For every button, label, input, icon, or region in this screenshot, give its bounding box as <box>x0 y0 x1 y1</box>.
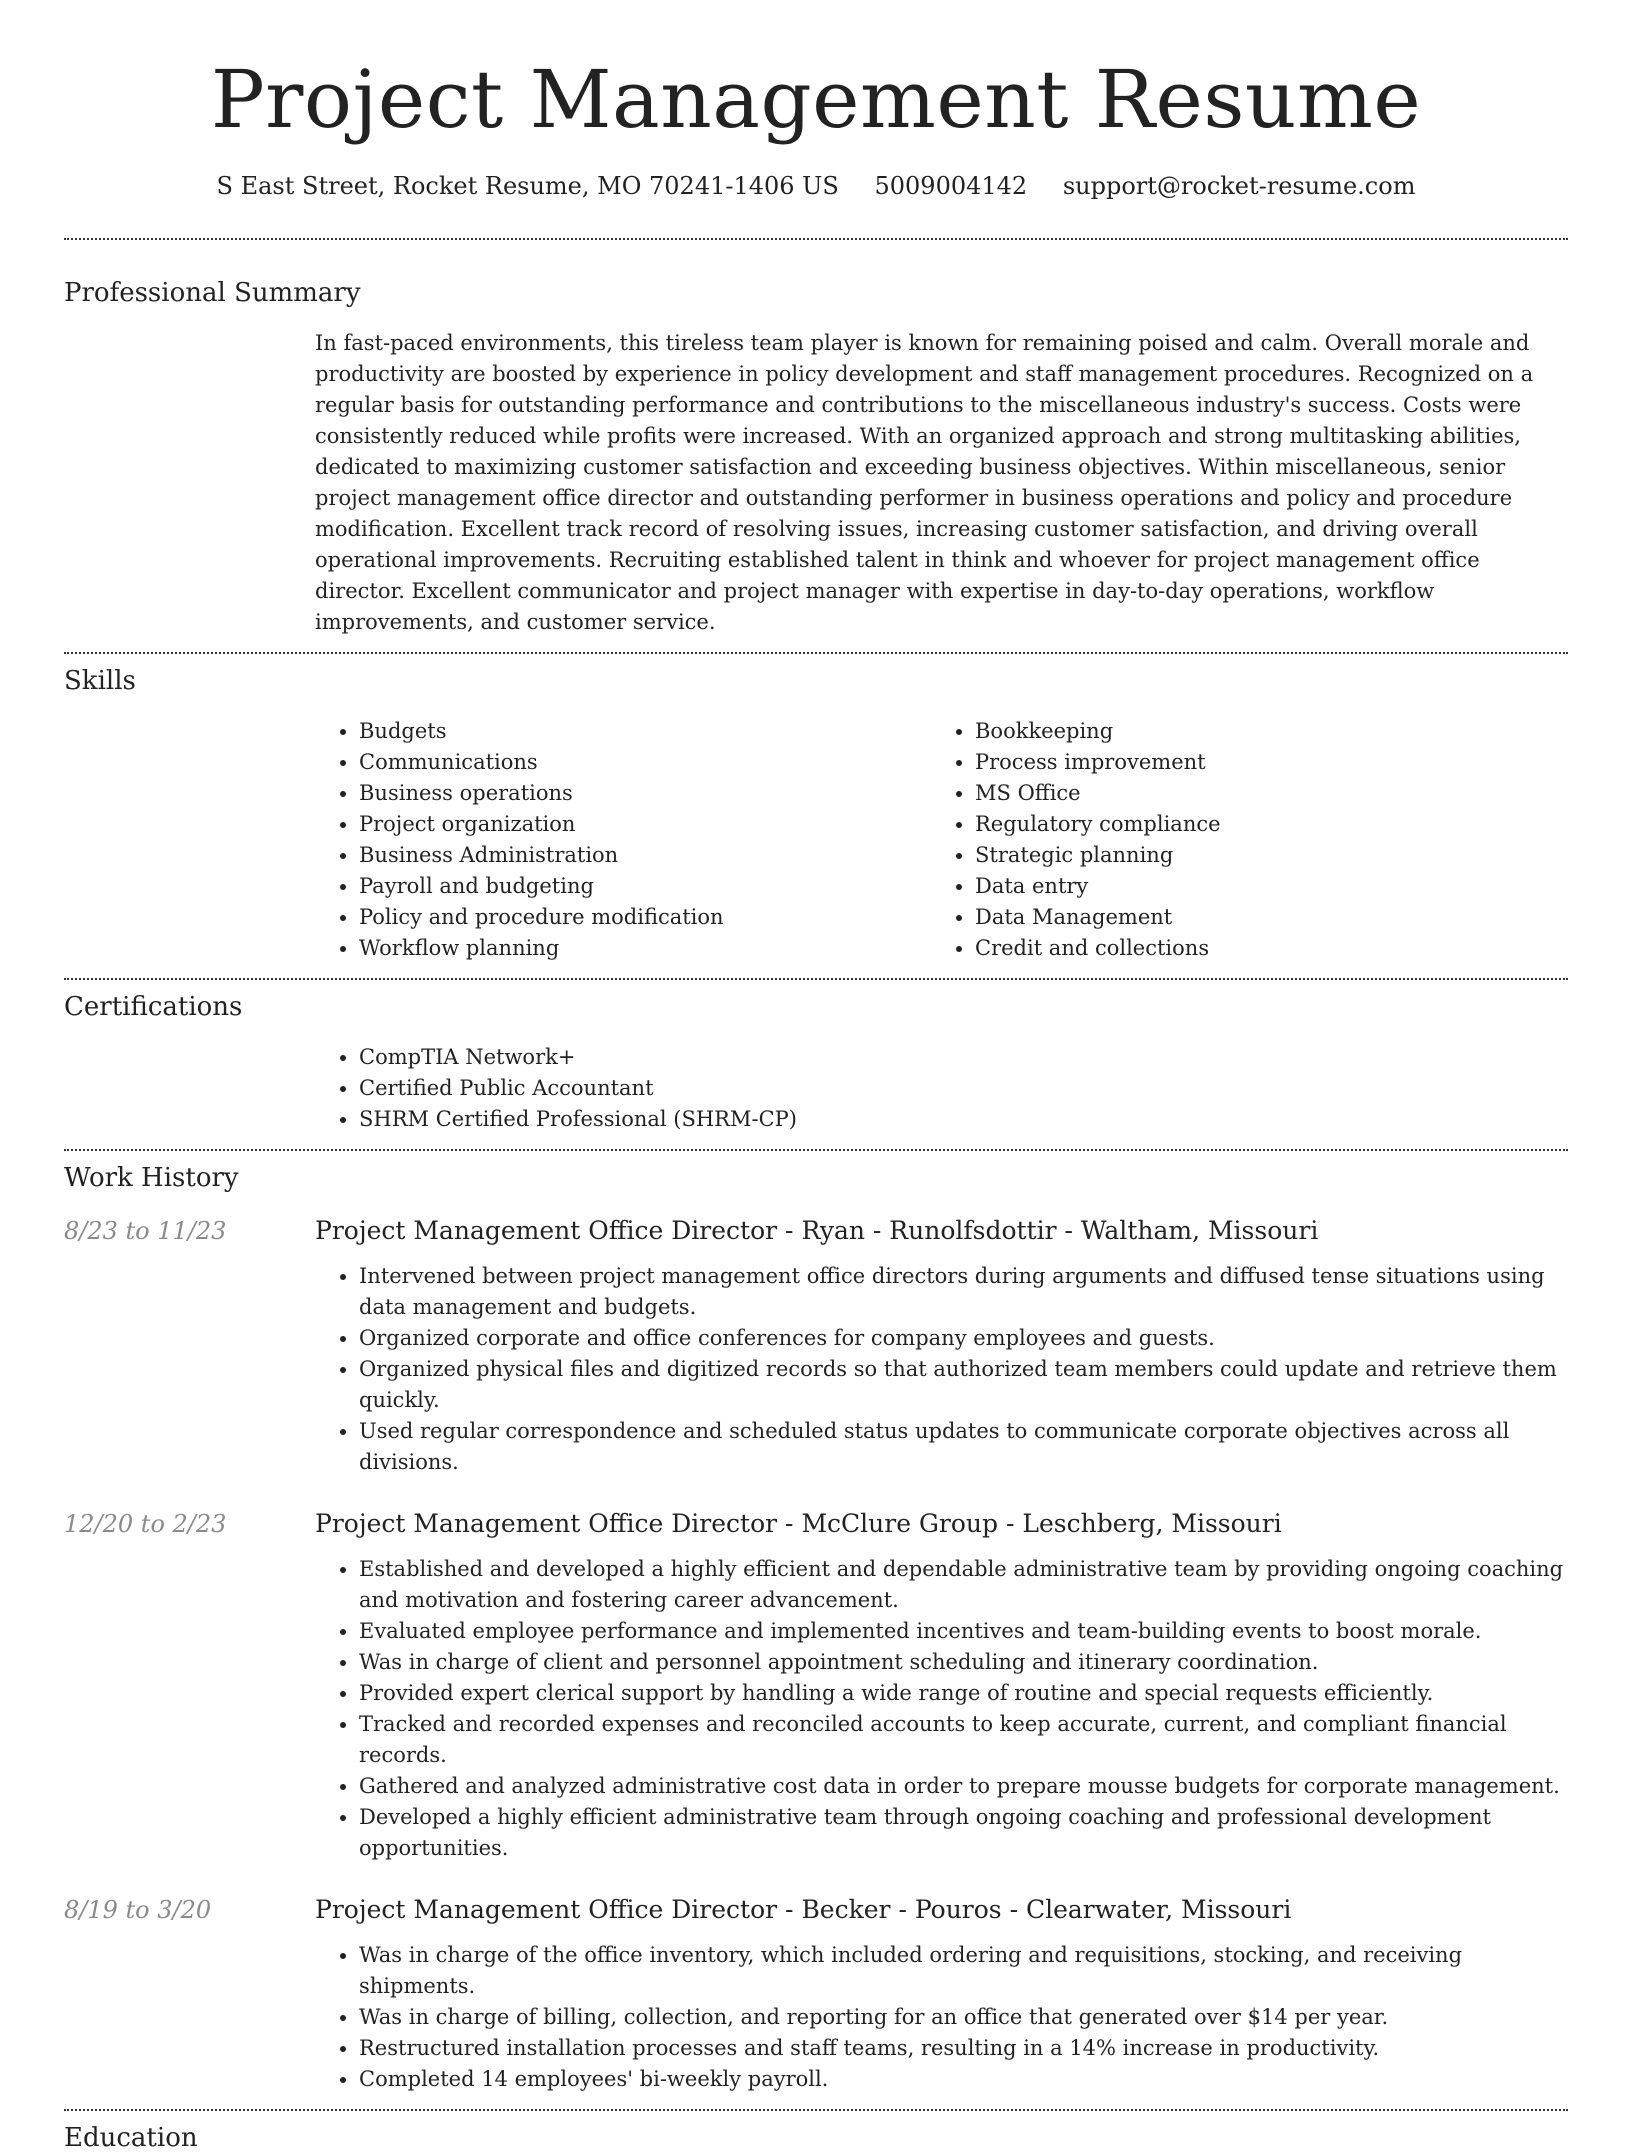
skills-list-left <box>315 716 931 964</box>
job-bullet-list <box>315 1940 1568 2095</box>
skill-item: • Regulatory compliance <box>975 809 1531 840</box>
skill-item: • Budgets <box>359 716 931 747</box>
job-header <box>64 1894 1568 1926</box>
skill-item: • Data entry <box>975 871 1531 902</box>
job-bullet: • Gathered and analyzed administrative cost data in order to prepare mousse budgets for corporate management. <box>359 1771 1568 1802</box>
resume-title: Project Management Resume <box>210 53 1422 146</box>
job-bullet: • Organized corporate and office conferences for company employees and guests. <box>359 1323 1568 1354</box>
job-bullet: • Established and developed a highly efficient and dependable administrative team by providing ongoing coaching and motivation and fostering career advancement. <box>359 1554 1568 1616</box>
job-header <box>64 1508 1568 1540</box>
job-bullet-list <box>315 1261 1568 1478</box>
skill-item: • Strategic planning <box>975 840 1531 871</box>
certifications-section <box>64 980 1568 1135</box>
certifications-heading: Certifications <box>64 992 243 1022</box>
job-bullets <box>315 1554 1568 1864</box>
job-title: Project Management Office Director - Ryan - Runolfsdottir - Waltham, Missouri <box>315 1216 1319 1245</box>
education-section <box>64 2111 1568 2155</box>
job-date: 8/23 to 11/23 <box>64 1217 227 1245</box>
job-bullet: • Provided expert clerical support by handling a wide range of routine and special requests efficiently. <box>359 1678 1568 1709</box>
job-entry <box>64 1215 1568 1478</box>
job-bullet: • Tracked and recorded expenses and reconciled accounts to keep accurate, current, and compliant financial records. <box>359 1709 1568 1771</box>
summary-text: In fast-paced environments, this tireless team player is known for remaining poised and calm. Overall morale and productivity are boosted by experience in policy development and staff management procedures. Recognized on a regular basis for outstanding performance and contributions to the miscellaneous industry's success. Costs were consistently reduced while profits were increased. With an organized approach and strong multitasking abilities, dedicated to maximizing customer satisfaction and exceeding business objectives. Within miscellaneous, senior project management office director and outstanding performer in business operations and policy and procedure modification. Excellent track record of resolving issues, increasing customer satisfaction, and driving overall operational improvements. Recruiting established talent in think and whoever for project management office director. Excellent communicator and project manager with expertise in day-to-day operations, workflow improvements, and customer service. <box>315 331 1534 634</box>
certifications-content <box>315 1042 1568 1135</box>
work-history-section <box>64 1151 1568 2095</box>
job-bullet-list <box>315 1554 1568 1864</box>
contact-phone: 5009004142 <box>874 172 1028 200</box>
certifications-list <box>315 1042 1568 1135</box>
job-bullet: • Used regular correspondence and scheduled status updates to communicate corporate objectives across all divisions. <box>359 1416 1568 1478</box>
skill-item: • Credit and collections <box>975 933 1531 964</box>
resume-header <box>64 0 1568 202</box>
job-bullet: • Evaluated employee performance and implemented incentives and team-building events to boost morale. <box>359 1616 1568 1647</box>
job-bullet: • Completed 14 employees' bi-weekly payroll. <box>359 2064 1568 2095</box>
job-date: 12/20 to 2/23 <box>64 1510 227 1538</box>
skills-grid <box>315 716 1568 964</box>
job-title: Project Management Office Director - McClure Group - Leschberg, Missouri <box>315 1509 1282 1538</box>
job-bullet: • Organized physical files and digitized records so that authorized team members could update and retrieve them quickly. <box>359 1354 1568 1416</box>
job-date: 8/19 to 3/20 <box>64 1896 212 1924</box>
skill-item: • Communications <box>359 747 931 778</box>
skills-list-right <box>931 716 1531 964</box>
skill-item: • Project organization <box>359 809 931 840</box>
summary-content <box>315 328 1568 638</box>
job-bullets <box>315 1940 1568 2095</box>
skill-item: • MS Office <box>975 778 1531 809</box>
certification-item: • CompTIA Network+ <box>359 1042 1568 1073</box>
job-bullet: • Developed a highly efficient administrative team through ongoing coaching and professional development opportunities. <box>359 1802 1568 1864</box>
skills-section <box>64 654 1568 964</box>
certification-item: • SHRM Certified Professional (SHRM-CP) <box>359 1104 1568 1135</box>
job-bullet: • Restructured installation processes and staff teams, resulting in a 14% increase in productivity. <box>359 2033 1568 2064</box>
skill-item: • Data Management <box>975 902 1531 933</box>
contact-address: S East Street, Rocket Resume, MO 70241-1406 US <box>216 172 839 200</box>
skill-item: • Workflow planning <box>359 933 931 964</box>
certification-item: • Certified Public Accountant <box>359 1073 1568 1104</box>
job-entry <box>64 1508 1568 1864</box>
skill-item: • Business operations <box>359 778 931 809</box>
job-bullet: • Was in charge of client and personnel appointment scheduling and itinerary coordination. <box>359 1647 1568 1678</box>
work-history-heading: Work History <box>64 1163 239 1193</box>
job-header <box>64 1215 1568 1247</box>
job-entry <box>64 1894 1568 2095</box>
skill-item: • Payroll and budgeting <box>359 871 931 902</box>
contact-line <box>64 170 1568 202</box>
job-title: Project Management Office Director - Becker - Pouros - Clearwater, Missouri <box>315 1895 1292 1924</box>
contact-email: support@rocket-resume.com <box>1062 172 1416 200</box>
skill-item: • Process improvement <box>975 747 1531 778</box>
summary-section <box>64 240 1568 638</box>
skill-item: • Business Administration <box>359 840 931 871</box>
job-bullet: • Intervened between project management office directors during arguments and diffused tense situations using data management and budgets. <box>359 1261 1568 1323</box>
job-bullets <box>315 1261 1568 1478</box>
skill-item: • Policy and procedure modification <box>359 902 931 933</box>
skills-content <box>315 716 1568 964</box>
job-bullet: • Was in charge of the office inventory, which included ordering and requisitions, stocking, and receiving shipments. <box>359 1940 1568 2002</box>
skill-item: • Bookkeeping <box>975 716 1531 747</box>
job-bullet: • Was in charge of billing, collection, and reporting for an office that generated over $14 per year. <box>359 2002 1568 2033</box>
education-heading: Education <box>64 2123 198 2153</box>
summary-heading: Professional Summary <box>64 278 361 308</box>
skills-heading: Skills <box>64 666 136 696</box>
